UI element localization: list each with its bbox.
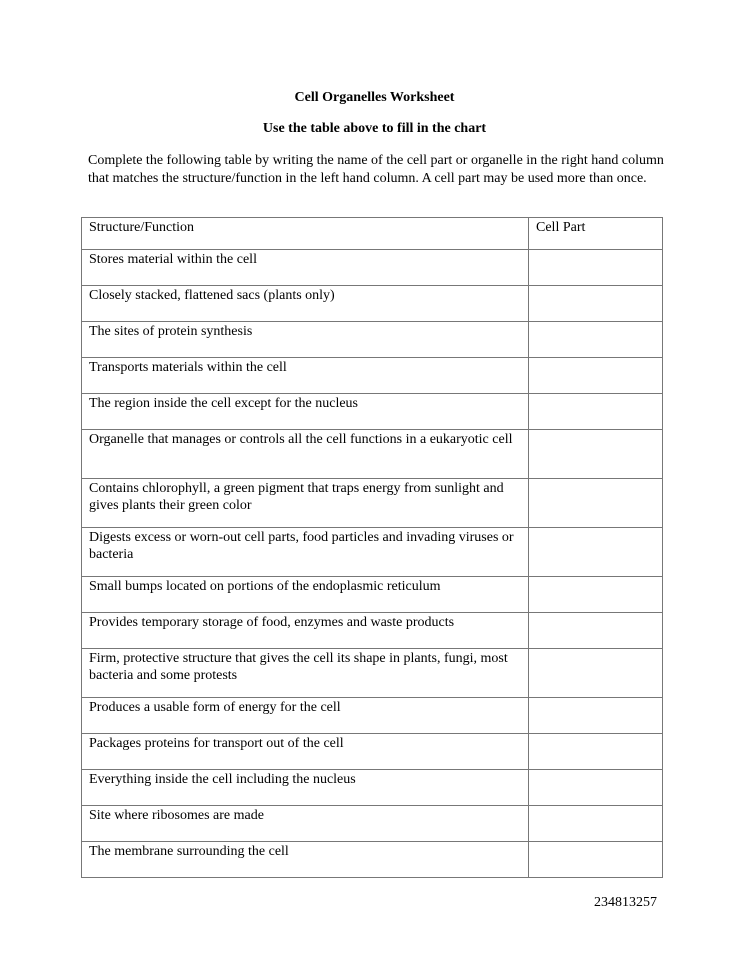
structure-function-cell: Small bumps located on portions of the endoplasmic reticulum	[82, 577, 529, 613]
cell-part-answer[interactable]	[529, 322, 663, 358]
cell-part-answer[interactable]	[529, 250, 663, 286]
cell-part-answer[interactable]	[529, 358, 663, 394]
cell-part-answer[interactable]	[529, 613, 663, 649]
structure-function-cell: Closely stacked, flattened sacs (plants only)	[82, 286, 529, 322]
cell-part-answer[interactable]	[529, 479, 663, 528]
table-row	[82, 770, 663, 806]
table-row	[82, 430, 663, 479]
cell-part-answer[interactable]	[529, 770, 663, 806]
structure-function-cell: Firm, protective structure that gives the cell its shape in plants, fungi, most bacteria and some protests	[82, 649, 529, 698]
cell-part-answer[interactable]	[529, 430, 663, 479]
header-structure-function: Structure/Function	[82, 218, 529, 250]
cell-part-answer[interactable]	[529, 649, 663, 698]
structure-function-cell: Packages proteins for transport out of the cell	[82, 734, 529, 770]
organelle-table	[81, 217, 663, 878]
header-cell-part: Cell Part	[529, 218, 663, 250]
structure-function-cell: Organelle that manages or controls all the cell functions in a eukaryotic cell	[82, 430, 529, 479]
table-row	[82, 322, 663, 358]
table-row	[82, 698, 663, 734]
structure-function-cell: Provides temporary storage of food, enzymes and waste products	[82, 613, 529, 649]
cell-part-answer[interactable]	[529, 394, 663, 430]
structure-function-cell: Site where ribosomes are made	[82, 806, 529, 842]
table-row	[82, 528, 663, 577]
table-row	[82, 286, 663, 322]
table-row	[82, 649, 663, 698]
table-row	[82, 577, 663, 613]
structure-function-cell: Everything inside the cell including the nucleus	[82, 770, 529, 806]
subtitle: Use the table above to fill in the chart	[262, 121, 487, 136]
table-row	[82, 479, 663, 528]
structure-function-cell: Transports materials within the cell	[82, 358, 529, 394]
cell-part-answer[interactable]	[529, 842, 663, 878]
table-header-row	[82, 218, 663, 250]
cell-part-answer[interactable]	[529, 698, 663, 734]
structure-function-cell: The region inside the cell except for the nucleus	[82, 394, 529, 430]
instructions: Complete the following table by writing the name of the cell part or organelle in the right hand column that matches the structure/function in the left hand column. A cell part may be used more than once.	[88, 153, 664, 186]
page-title: Cell Organelles Worksheet	[294, 90, 455, 105]
structure-function-cell: The sites of protein synthesis	[82, 322, 529, 358]
structure-function-cell: Stores material within the cell	[82, 250, 529, 286]
table-row	[82, 394, 663, 430]
table-row	[82, 358, 663, 394]
table-row	[82, 250, 663, 286]
cell-part-answer[interactable]	[529, 734, 663, 770]
table-row	[82, 842, 663, 878]
page-number: 234813257	[594, 895, 657, 910]
cell-part-answer[interactable]	[529, 528, 663, 577]
cell-part-answer[interactable]	[529, 577, 663, 613]
table-row	[82, 734, 663, 770]
structure-function-cell: Produces a usable form of energy for the cell	[82, 698, 529, 734]
table-row	[82, 806, 663, 842]
cell-part-answer[interactable]	[529, 806, 663, 842]
cell-part-answer[interactable]	[529, 286, 663, 322]
structure-function-cell: The membrane surrounding the cell	[82, 842, 529, 878]
structure-function-cell: Contains chlorophyll, a green pigment that traps energy from sunlight and gives plants their green color	[82, 479, 529, 528]
table-row	[82, 613, 663, 649]
structure-function-cell: Digests excess or worn-out cell parts, food particles and invading viruses or bacteria	[82, 528, 529, 577]
